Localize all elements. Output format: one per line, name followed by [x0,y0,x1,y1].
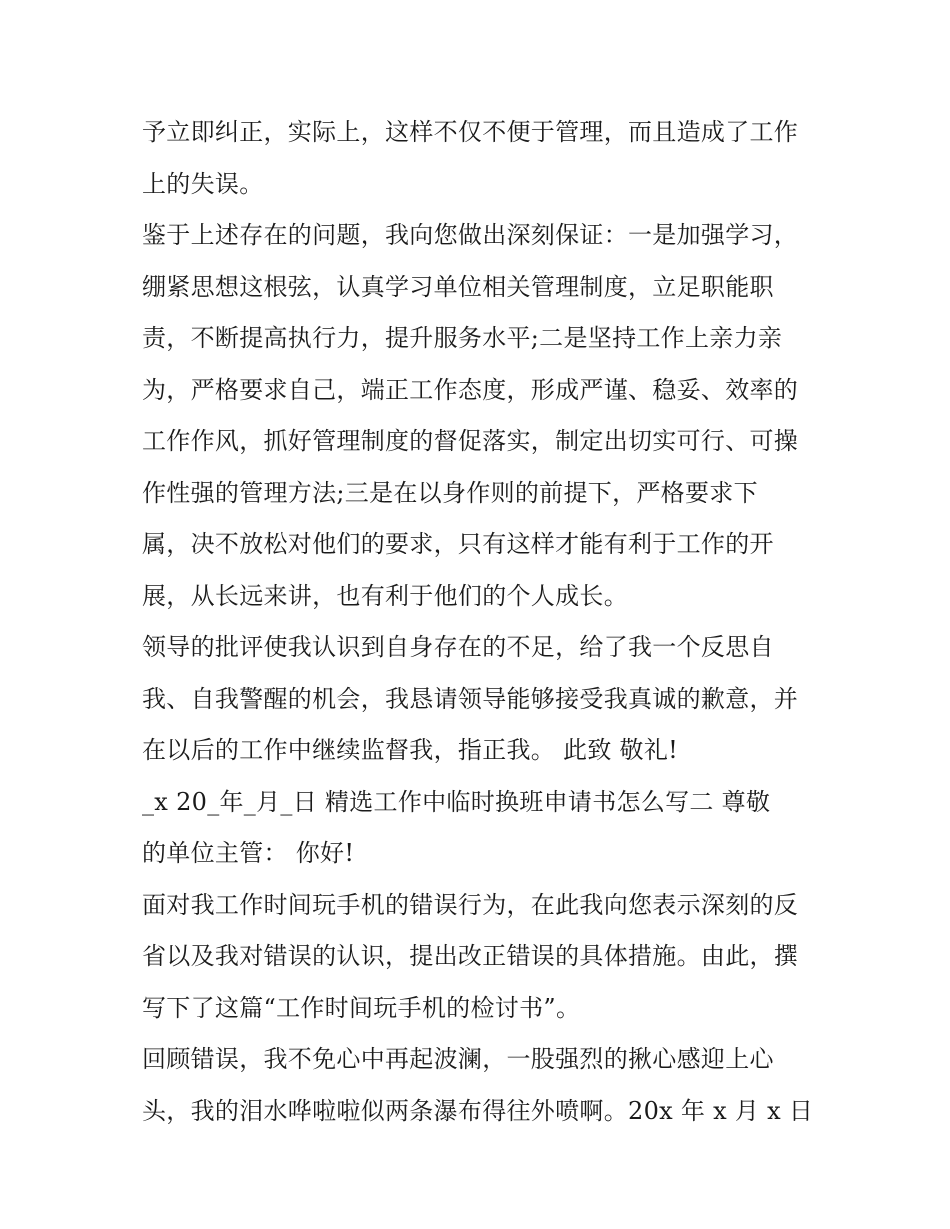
text-line: 上的失误。 [142,169,264,198]
text-line: 写下了这篇“工作时间玩手机的检讨书”。 [142,993,581,1022]
text-line: 领导的批评使我认识到自身存在的不足，给了我一个反思自 [142,633,774,661]
text-line: 工作作风，抓好管理制度的督促落实，制定出切实可行、可操 [142,427,799,455]
document-body [142,107,822,1137]
text-line: 属，决不放松对他们的要求，只有这样才能有利于工作的开 [142,530,774,558]
text-line: 我、自我警醒的机会，我恳请领导能够接受我真诚的歉意，并 [142,684,799,713]
text-line: 省以及我对错误的认识，提出改正错误的具体措施。由此，撰 [142,942,799,970]
text-line: 回顾错误，我不免心中再起波澜，一股强烈的揪心感迎上心 [142,1045,774,1073]
text-line: 为，严格要求自己，端正工作态度，形成严谨、稳妥、效率的 [142,375,799,404]
text-line: 在以后的工作中继续监督我，指正我。 此致 敬礼! [142,736,679,764]
text-line: 面对我工作时间玩手机的错误行为，在此我向您表示深刻的反 [142,890,799,919]
text-line: 作性强的管理方法;三是在以身作则的前提下，严格要求下 [142,478,758,507]
text-line: 予立即纠正，实际上，这样不仅不便于管理，而且造成了工作 [142,118,799,146]
text-line: 的单位主管： 你好! [142,839,355,867]
text-line: 头，我的泪水哗啦啦似两条瀑布得往外喷啊。20x 年 x 月 x 日 [142,1096,814,1125]
text-line: 责，不断提高执行力，提升服务水平;二是坚持工作上亲力亲 [142,324,783,352]
text-line: 展，从长远来讲，也有利于他们的个人成长。 [142,581,628,610]
text-line: 绷紧思想这根弦，认真学习单位相关管理制度，立足职能职 [142,272,774,301]
text-line: _x 20_年_月_日 精选工作中临时换班申请书怎么写二 尊敬 [142,787,771,816]
text-line: 鉴于上述存在的问题，我向您做出深刻保证：一是加强学习， [142,221,799,249]
